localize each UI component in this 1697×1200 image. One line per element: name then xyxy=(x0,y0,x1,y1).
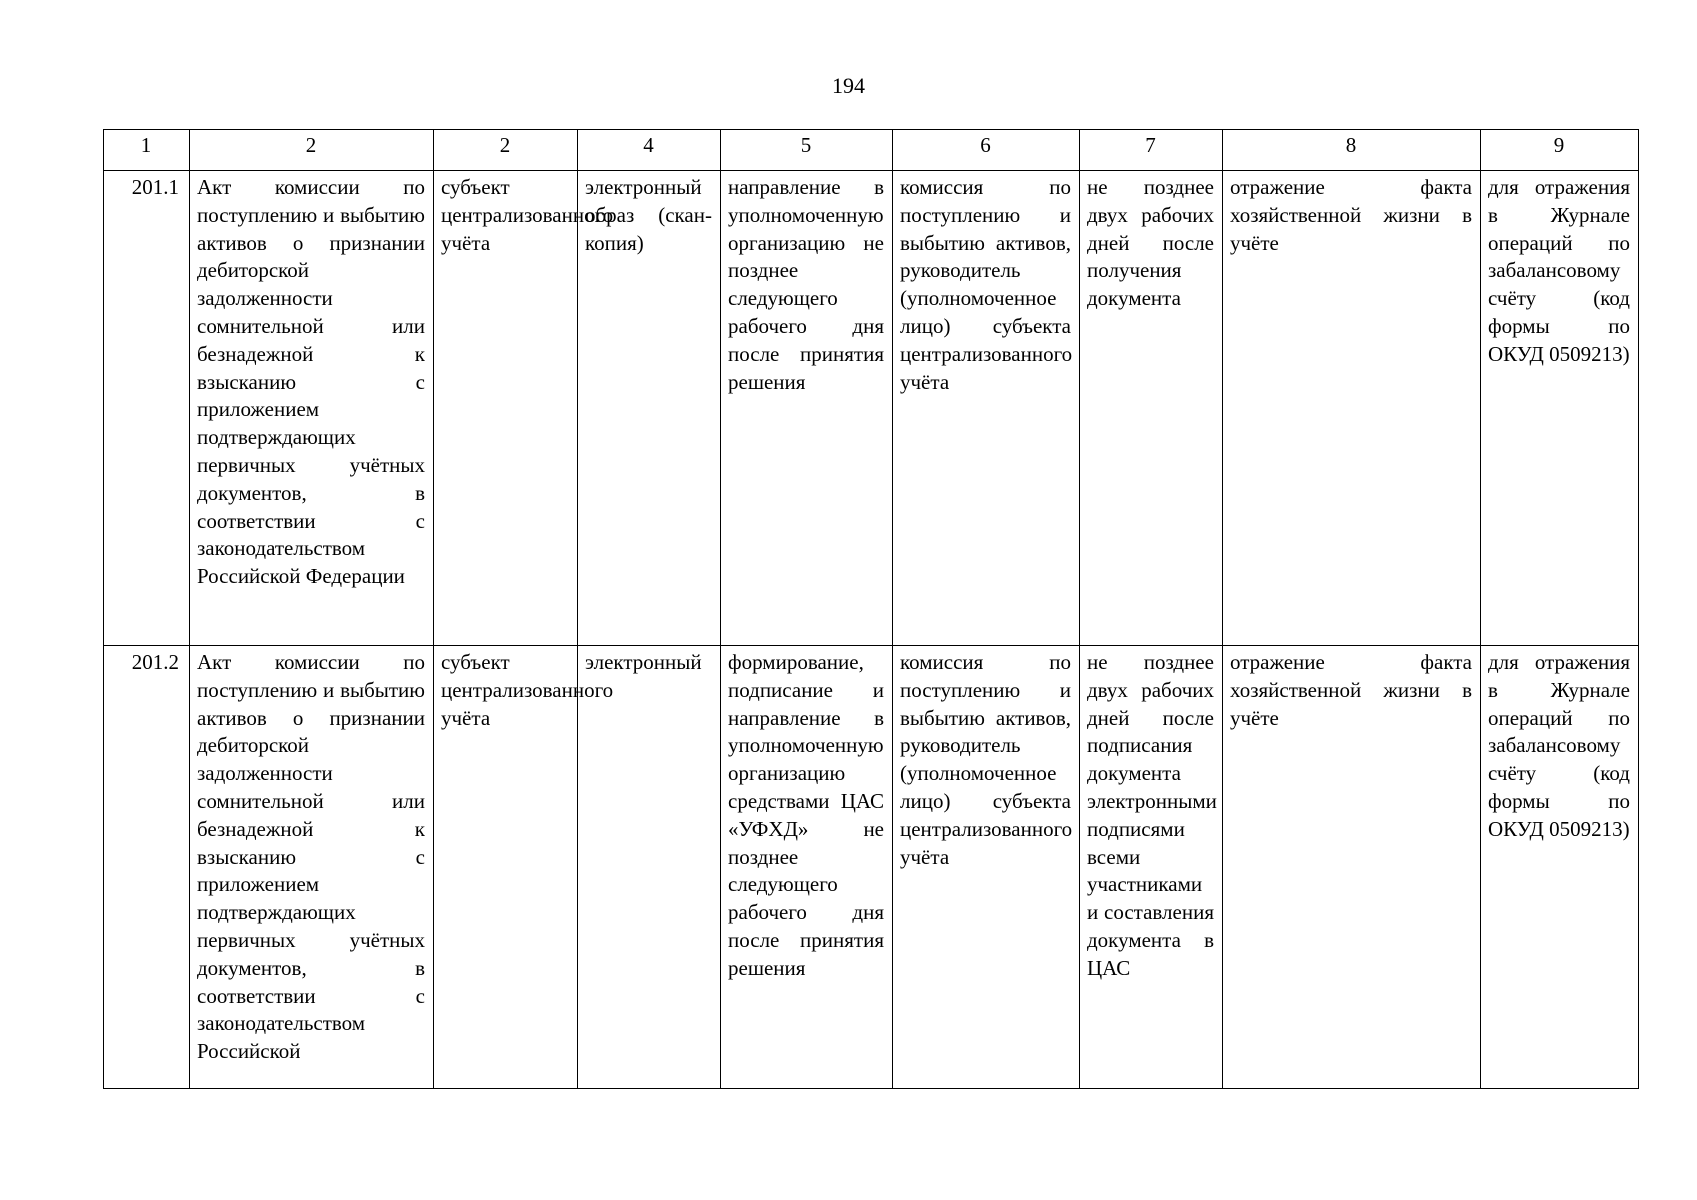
purpose-cell: отражение факта хозяйственной жизни в учёте xyxy=(1223,171,1481,646)
responsible-cell: комиссия по поступлению и выбытию активов, руководитель (уполномоченное лицо) субъекта централизованного учёта xyxy=(893,171,1080,646)
column-header-2: 2 xyxy=(190,130,434,171)
note-cell: для отражения в Журнале операций по забалансовому счёту (код формы по ОКУД 0509213) xyxy=(1481,171,1639,646)
procedure-cell: формирование, подписание и направление в уполномоченную организацию средствами ЦАС «УФХД» не позднее следующего рабочего дня после принятия решения xyxy=(721,646,893,1089)
column-header-1: 1 xyxy=(104,130,190,171)
deadline-cell: не позднее двух рабочих дней после подписания документа электронными подписями всеми участниками и составления документа в ЦАС xyxy=(1080,646,1223,1089)
column-header-5: 5 xyxy=(721,130,893,171)
document-form-cell: электронный образ (скан-копия) xyxy=(578,171,721,646)
column-header-3: 2 xyxy=(434,130,578,171)
row-number-cell: 201.1 xyxy=(104,171,190,646)
procedure-cell: направление в уполномоченную организацию не позднее следующего рабочего дня после принятия решения xyxy=(721,171,893,646)
table-row xyxy=(104,646,1639,1089)
responsible-cell: комиссия по поступлению и выбытию активов, руководитель (уполномоченное лицо) субъекта централизованного учёта xyxy=(893,646,1080,1089)
document-name-cell: Акт комиссии по поступлению и выбытию активов о признании дебиторской задолженности сомнительной или безнадежной к взысканию с приложением подтверждающих первичных учётных документов, в соответствии с законодательством Российской Федерации xyxy=(190,171,434,646)
register-table xyxy=(103,129,1639,1089)
deadline-cell: не позднее двух рабочих дней после получения документа xyxy=(1080,171,1223,646)
column-header-8: 8 xyxy=(1223,130,1481,171)
document-name-cell: Акт комиссии по поступлению и выбытию активов о признании дебиторской задолженности сомнительной или безнадежной к взысканию с приложением подтверждающих первичных учётных документов, в соответствии с законодательством Российской xyxy=(190,646,434,1089)
page-number: 194 xyxy=(832,73,865,98)
column-header-7: 7 xyxy=(1080,130,1223,171)
header-row xyxy=(104,130,1639,171)
row-number-cell: 201.2 xyxy=(104,646,190,1089)
note-cell: для отражения в Журнале операций по забалансовому счёту (код формы по ОКУД 0509213) xyxy=(1481,646,1639,1089)
creator-cell: субъект централизованного учёта xyxy=(434,171,578,646)
purpose-cell: отражение факта хозяйственной жизни в учёте xyxy=(1223,646,1481,1089)
table-row xyxy=(104,171,1639,646)
column-header-4: 4 xyxy=(578,130,721,171)
creator-cell: субъект централизованного учёта xyxy=(434,646,578,1089)
column-header-6: 6 xyxy=(893,130,1080,171)
document-form-cell: электронный xyxy=(578,646,721,1089)
column-header-9: 9 xyxy=(1481,130,1639,171)
